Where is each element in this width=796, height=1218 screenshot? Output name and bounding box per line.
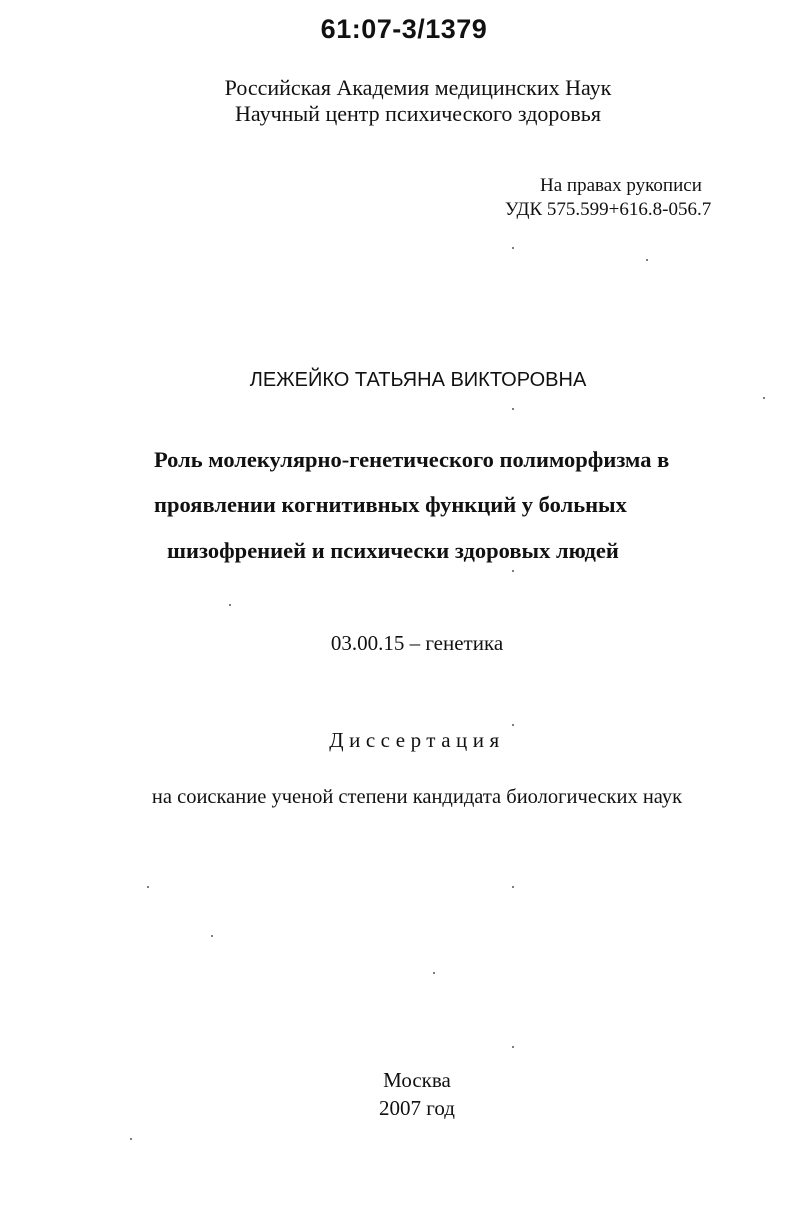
archive-code: 61:07-3/1379 (320, 14, 488, 44)
degree-statement: на соискание ученой степени кандидата биологических наук (151, 786, 683, 808)
scan-speck (512, 570, 514, 572)
scan-speck (229, 604, 231, 606)
title-line-1: Роль молекулярно-генетического полиморфизма в (154, 447, 670, 472)
author-name: ЛЕЖЕЙКО ТАТЬЯНА ВИКТОРОВНА (249, 369, 587, 391)
scan-speck (147, 886, 149, 888)
year: 2007 год (379, 1096, 455, 1120)
title-line-2: проявлении когнитивных функций у больных (154, 492, 627, 517)
scan-speck (512, 886, 514, 888)
scan-speck (512, 247, 514, 249)
scan-speck (512, 1046, 514, 1048)
scan-speck (211, 935, 213, 937)
city: Москва (383, 1068, 451, 1092)
organization-center: Научный центр психического здоровья (235, 101, 601, 126)
scan-speck (433, 972, 435, 974)
scan-speck (763, 397, 765, 399)
document-type: Диссертация (329, 728, 505, 752)
manuscript-rights: На правах рукописи (540, 175, 702, 196)
scan-speck (512, 724, 514, 726)
title-line-3: шизофренией и психически здоровых людей (167, 538, 619, 563)
scan-speck (646, 259, 648, 261)
scan-speck (130, 1138, 132, 1140)
scan-speck (512, 408, 514, 410)
udk-code: УДК 575.599+616.8-056.7 (505, 199, 712, 220)
organization-academy: Российская Академия медицинских Наук (224, 75, 612, 100)
specialty: 03.00.15 – генетика (330, 631, 504, 655)
